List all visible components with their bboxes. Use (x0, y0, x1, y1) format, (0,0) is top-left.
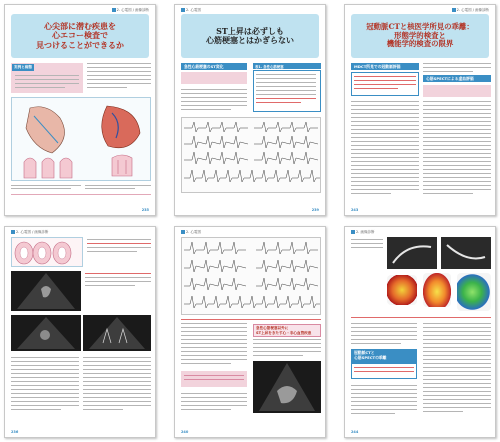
spect-polar-map (387, 275, 417, 305)
chapter-header: 2. 心電図 / 画像診断 (452, 8, 489, 13)
page-thumbnail-4[interactable] (4, 226, 156, 438)
page-thumbnail-5[interactable] (174, 226, 326, 438)
chapter-header: 2. 心電図 / 画像診断 (11, 230, 48, 235)
subsection-box (423, 85, 491, 97)
chapter-header: 2. 心電図 / 画像診断 (112, 8, 149, 13)
echo-image (83, 315, 151, 351)
ct-image (387, 237, 437, 269)
chapter-marker-icon (112, 8, 116, 12)
chapter-marker-icon (11, 230, 15, 234)
ultrasound-fan-icon (83, 315, 151, 351)
article-title: 冠動脈CTと核医学所見の乖離： 形態学的検査と 機能学的検査の限界 (366, 22, 474, 49)
ultrasound-fan-icon (11, 271, 81, 311)
page-number: 243 (351, 208, 359, 212)
page-number: 236 (11, 430, 19, 434)
article-title: ST上昇は必ずしも 心筋梗塞とはかぎらない (206, 25, 294, 45)
chapter-marker-icon (181, 230, 185, 234)
page-thumbnail-2[interactable] (174, 4, 326, 216)
heart-diagram-figure (11, 237, 83, 267)
ecg-tracing-figure (181, 117, 321, 193)
spect-polar-map (423, 273, 451, 307)
page-number: 235 (141, 208, 149, 212)
ecg-tracing-figure (181, 237, 321, 315)
chapter-marker-icon (452, 8, 456, 12)
ecg-waveform-icon (182, 238, 322, 316)
page-thumbnail-1[interactable] (4, 4, 156, 216)
section-heading: 急性心筋梗塞のST変化 (181, 63, 247, 70)
chapter-header: 2. 心電図 (181, 8, 201, 13)
chapter-marker-icon (181, 8, 185, 12)
title-banner (181, 14, 319, 58)
vessel-icon (441, 237, 491, 269)
chapter-header: 2. 画像診断 (351, 230, 374, 235)
spect-3d-map (457, 273, 491, 311)
chapter-header: 2. 心電図 (181, 230, 201, 235)
section-label: 実例と病態 (14, 65, 32, 69)
table-heading: 表1. 急性心筋梗塞 (253, 63, 321, 69)
page-number: 239 (311, 208, 319, 212)
title-banner (351, 14, 489, 58)
page-thumbnail-6[interactable] (344, 226, 496, 438)
page-thumbnail-3[interactable] (344, 4, 496, 216)
heart-illustration-icon (12, 98, 152, 182)
ultrasound-fan-icon (253, 361, 321, 413)
heart-outline-icon (12, 238, 84, 268)
section-box (181, 72, 247, 84)
callout-box: 急性心筋梗塞以外に ST上昇をきたす心・非心血管疾患 (253, 324, 321, 337)
section-heading: MDCT所見での冠動脈評価 (351, 63, 419, 70)
ct-image (441, 237, 491, 269)
echo-image (253, 361, 321, 413)
echo-image (11, 271, 81, 311)
info-table (253, 70, 321, 112)
article-title: 心尖部に潜む疾患を 心エコー検査で 見つけることができるか (36, 21, 124, 50)
ecg-waveform-icon (182, 118, 322, 194)
chapter-marker-icon (351, 230, 355, 234)
callout-heading: 冠動脈CTと 心筋SPECTの乖離 (351, 349, 417, 363)
page-number: 240 (181, 430, 189, 434)
ultrasound-fan-icon (11, 315, 81, 351)
vessel-icon (387, 237, 437, 269)
echo-image (11, 315, 81, 351)
subsection-heading: 心筋SPECTによる虚血評価 (423, 75, 491, 82)
heart-diagram-figure (11, 97, 151, 181)
page-number: 244 (351, 430, 359, 434)
title-banner (11, 14, 149, 58)
